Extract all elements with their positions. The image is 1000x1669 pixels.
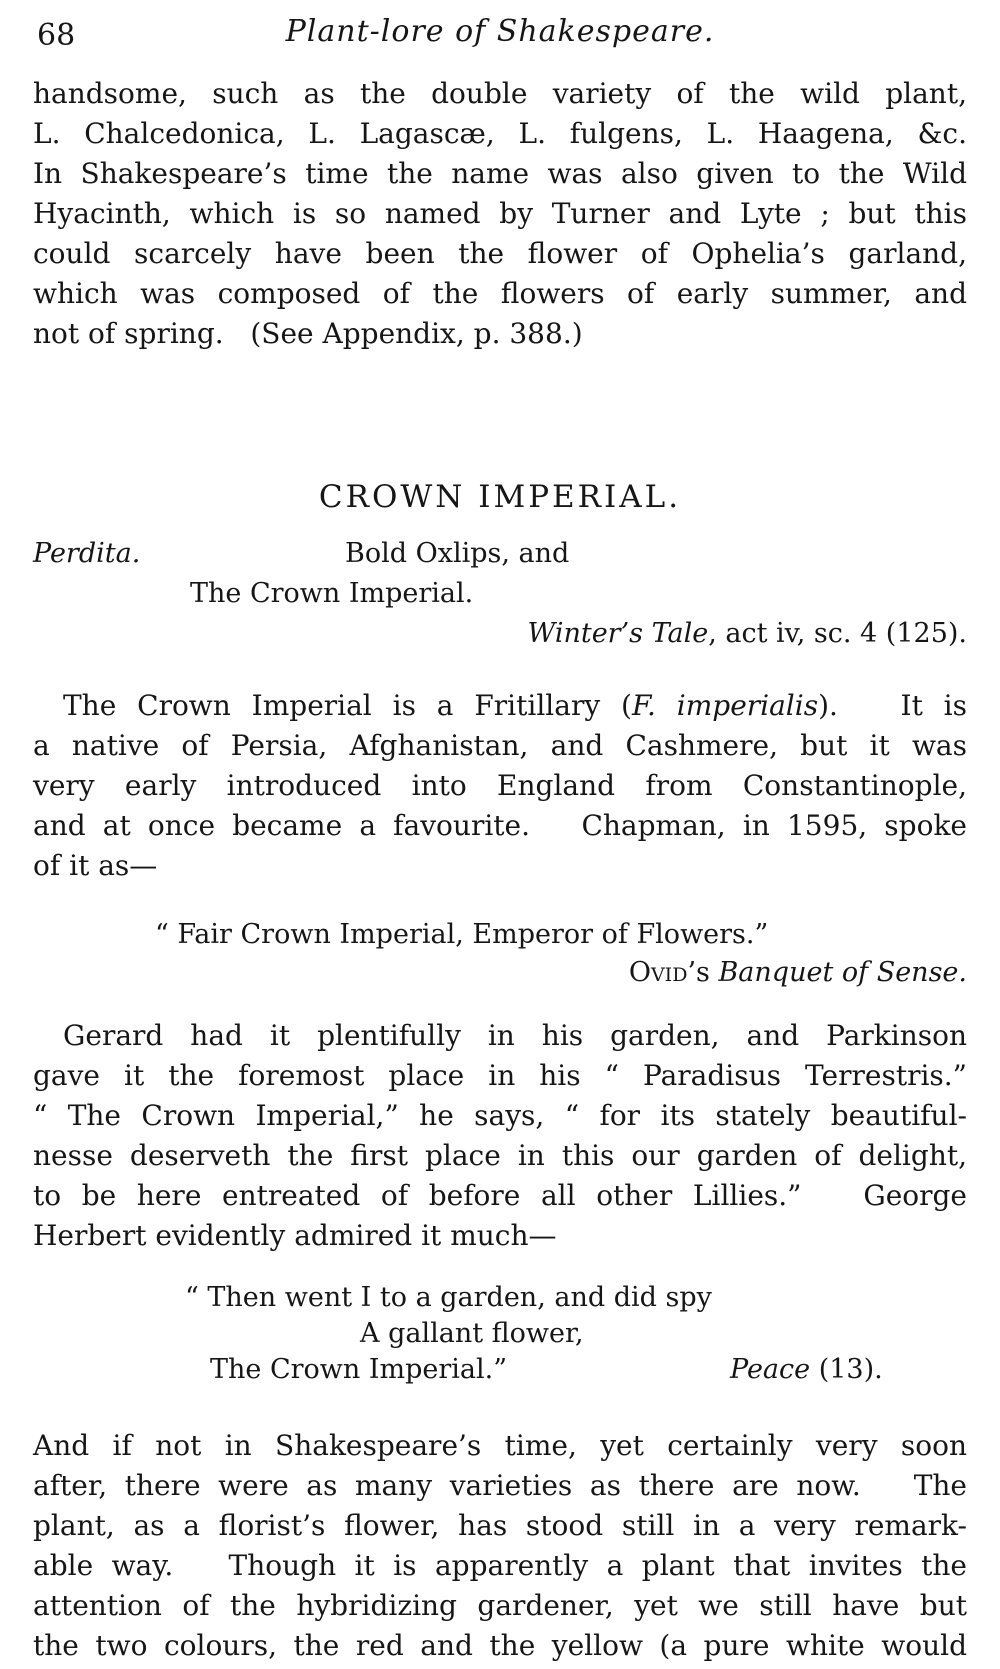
text-segment: “ The Crown Imperial,” he says, “ for its stately beautiful- (33, 1099, 967, 1132)
text-line (33, 274, 967, 314)
text-segment: the two colours, the red and the yellow (a pure white would (33, 1629, 967, 1662)
quote-chapman (33, 916, 967, 992)
text-segment: of it as— (33, 849, 158, 882)
text-line (33, 806, 967, 846)
text-line (33, 1546, 967, 1586)
page-header (33, 14, 967, 60)
text-segment: Gerard had it plentifully in his garden, and Parkinson (63, 1019, 967, 1052)
text-line (33, 1056, 967, 1096)
text-segment: handsome, such as the double variety of the wild plant, (33, 77, 967, 110)
page-number: 68 (37, 18, 76, 53)
paragraph-2 (33, 686, 967, 886)
text-segment: Perdita. (33, 538, 141, 569)
text-segment: L. Chalcedonica, L. Lagascæ, L. fulgens, L. Haagena, &c. (33, 117, 967, 150)
text-segment: In Shakespeare’s time the name was also given to the Wild (33, 157, 967, 190)
side-note (33, 534, 140, 574)
paragraph-4 (33, 1426, 967, 1666)
text-line (33, 846, 967, 886)
text-segment: not of spring. (See Appendix, p. 388.) (33, 317, 583, 350)
text-line (33, 1626, 967, 1666)
running-title: Plant-lore of Shakespeare. (285, 14, 715, 49)
text-line (33, 1280, 967, 1316)
text-segment: F. imperialis (631, 689, 819, 722)
text-segment: Hyacinth, which is so named by Turner and Lyte ; but this (33, 197, 967, 230)
text-segment: Herbert evidently admired it much— (33, 1219, 557, 1252)
text-line (33, 726, 967, 766)
text-segment: able way. Though it is apparently a plant that invites the (33, 1549, 967, 1582)
epigraph (33, 534, 967, 654)
text-line (33, 1216, 967, 1256)
text-segment: ). It is (818, 689, 968, 722)
text-segment: “ Then went I to a garden, and did spy (185, 1282, 712, 1313)
text-segment: , act iv, sc. 4 (125). (708, 618, 967, 649)
text-line (33, 154, 967, 194)
text-line (33, 1096, 967, 1136)
text-line (33, 1016, 967, 1056)
text-line (33, 74, 967, 114)
text-line (33, 1426, 967, 1466)
text-line (33, 1176, 967, 1216)
text-line (33, 534, 967, 574)
text-segment: A gallant flower, (360, 1318, 584, 1349)
text-line (33, 194, 967, 234)
text-line (33, 686, 967, 726)
text-segment: Ovid (628, 957, 688, 988)
text-line (33, 574, 967, 614)
text-segment: after, there were as many varieties as there are now. The (33, 1469, 967, 1502)
text-segment: And if not in Shakespeare’s time, yet certainly very soon (33, 1429, 967, 1462)
side-note (730, 1352, 883, 1388)
text-segment: attention of the hybridizing gardener, yet we still have but (33, 1589, 967, 1622)
text-segment: The Crown Imperial is a Fritillary ( (63, 689, 632, 722)
text-segment: to be here entreated of before all other Lillies.” George (33, 1179, 967, 1212)
text-segment: which was composed of the flowers of early summer, and (33, 277, 967, 310)
text-line (33, 234, 967, 274)
section-heading: CROWN IMPERIAL. (318, 479, 682, 515)
text-line (33, 916, 967, 954)
text-segment: “ Fair Crown Imperial, Emperor of Flowers.” (155, 919, 769, 950)
text-segment: could scarcely have been the flower of Ophelia’s garland, (33, 237, 967, 270)
text-segment: gave it the foremost place in his “ Paradisus Terrestris.” (33, 1059, 967, 1092)
text-segment: Banquet of Sense. (718, 957, 967, 988)
text-segment: (13). (810, 1354, 883, 1385)
text-line (33, 1466, 967, 1506)
text-segment: Bold Oxlips, and (345, 538, 570, 569)
text-segment: plant, as a florist’s flower, has stood still in a very remark- (33, 1509, 967, 1542)
text-line (33, 1586, 967, 1626)
text-line (33, 614, 967, 654)
text-line (33, 1136, 967, 1176)
text-segment: Winter’s Tale (527, 618, 709, 649)
text-segment: a native of Persia, Afghanistan, and Cashmere, but it was (33, 729, 967, 762)
text-segment: and at once became a favourite. Chapman, in 1595, spoke (33, 809, 967, 842)
text-segment: The Crown Imperial. (190, 578, 474, 609)
text-segment: Peace (730, 1354, 811, 1385)
paragraph-1 (33, 74, 967, 354)
text-line (33, 314, 967, 354)
text-line (33, 1316, 967, 1352)
text-line (33, 114, 967, 154)
text-line (33, 1506, 967, 1546)
text-segment: ’s (687, 957, 719, 988)
text-segment: The Crown Imperial.” (210, 1354, 508, 1385)
text-line (33, 954, 967, 992)
text-line (33, 1352, 967, 1388)
text-line (33, 766, 967, 806)
paragraph-3 (33, 1016, 967, 1256)
quote-herbert (33, 1280, 967, 1388)
text-segment: very early introduced into England from Constantinople, (33, 769, 967, 802)
text-segment: nesse deserveth the first place in this our garden of delight, (33, 1139, 967, 1172)
